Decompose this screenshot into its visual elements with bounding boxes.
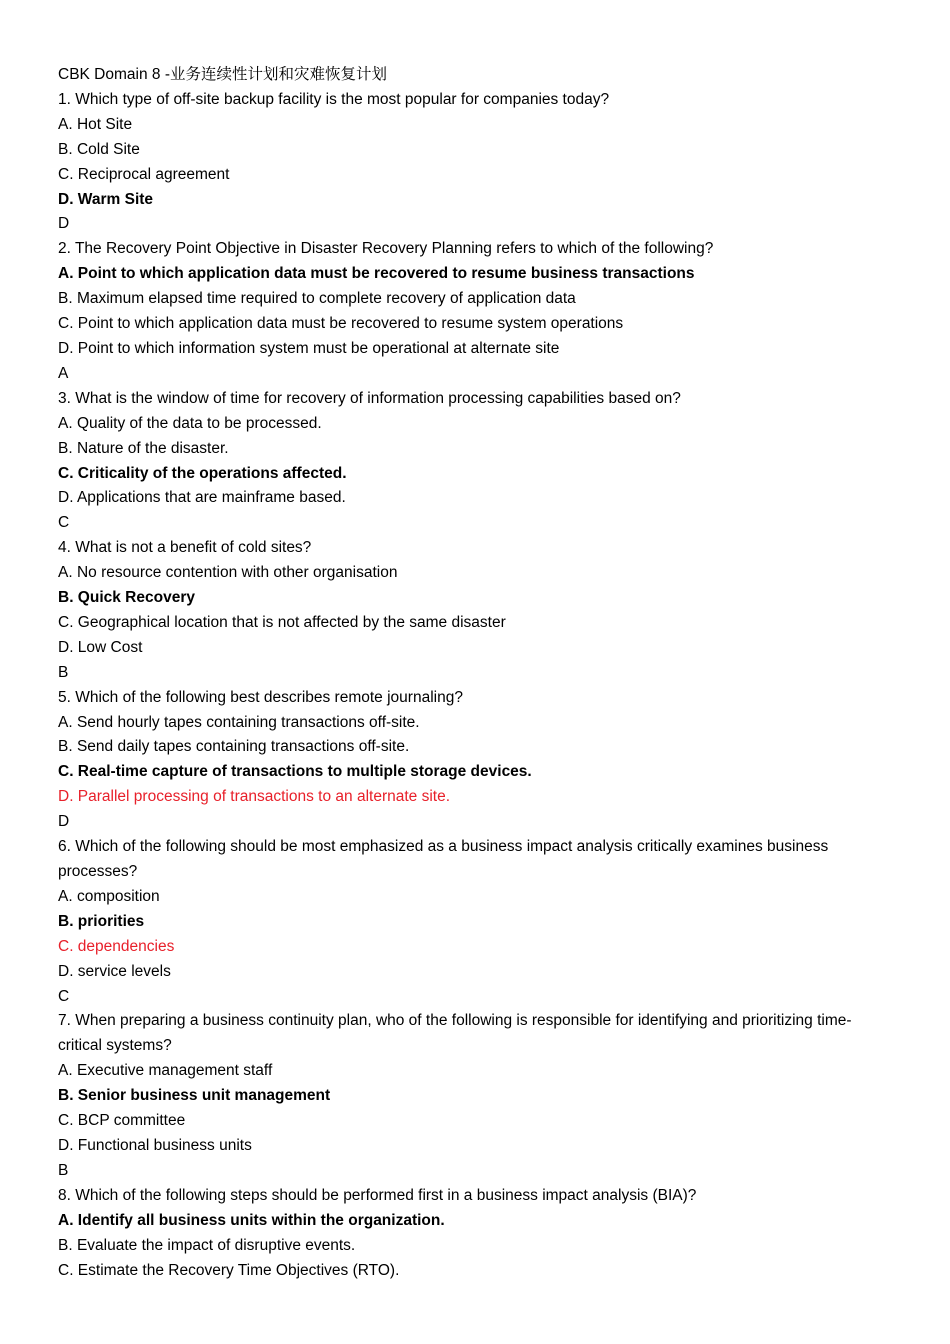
document-title xyxy=(58,62,888,88)
question-text: 2. The Recovery Point Objective in Disaster Recovery Planning refers to which of the following? xyxy=(58,240,714,258)
answer-option: B. Quick Recovery xyxy=(58,589,195,607)
question-text: 8. Which of the following steps should be performed first in a business impact analysis (BIA)? xyxy=(58,1186,697,1204)
answer-option: C. BCP committee xyxy=(58,1112,186,1130)
answer-option: D. Warm Site xyxy=(58,190,154,208)
title-prefix: CBK Domain 8 - xyxy=(58,66,170,83)
correct-answer: A xyxy=(58,364,69,382)
answer-option: A. Quality of the data to be processed. xyxy=(58,414,322,432)
correct-answer: D xyxy=(58,215,70,233)
correct-answer: D xyxy=(58,813,70,831)
question-block xyxy=(58,1009,888,1183)
question-block xyxy=(58,237,888,386)
answer-option: C. dependencies xyxy=(58,937,175,955)
answer-option: A. composition xyxy=(58,887,160,905)
answer-option: C. Real-time capture of transactions to multiple storage devices. xyxy=(58,763,532,781)
answer-option: D. Functional business units xyxy=(58,1136,252,1154)
answer-option: D. Parallel processing of transactions to an alternate site. xyxy=(58,788,451,806)
question-block xyxy=(58,686,888,835)
question-block xyxy=(58,1184,888,1284)
answer-option: C. Estimate the Recovery Time Objectives (RTO). xyxy=(58,1261,400,1279)
question-text: 1. Which type of off-site backup facility is the most popular for companies today? xyxy=(58,90,610,108)
answer-option: A. Send hourly tapes containing transactions off-site. xyxy=(58,713,420,731)
answer-option: D. Low Cost xyxy=(58,638,143,656)
answer-option: C. Reciprocal agreement xyxy=(58,165,230,183)
answer-option: D. Point to which information system must be operational at alternate site xyxy=(58,339,560,357)
answer-option: B. Senior business unit management xyxy=(58,1087,331,1105)
question-block xyxy=(58,835,888,1009)
question-block xyxy=(58,387,888,536)
question-text: 5. Which of the following best describes remote journaling? xyxy=(58,688,463,706)
question-list xyxy=(58,88,888,1284)
correct-answer: C xyxy=(58,514,70,532)
answer-option: B. Maximum elapsed time required to complete recovery of application data xyxy=(58,290,576,308)
answer-option: B. Send daily tapes containing transactions off-site. xyxy=(58,738,410,756)
correct-answer: C xyxy=(58,987,70,1005)
answer-option: A. Hot Site xyxy=(58,115,133,133)
answer-option: D. Applications that are mainframe based. xyxy=(58,489,346,507)
answer-option: A. Executive management staff xyxy=(58,1062,273,1080)
answer-option: B. priorities xyxy=(58,912,145,930)
answer-option: B. Evaluate the impact of disruptive events. xyxy=(58,1236,356,1254)
question-text: 4. What is not a benefit of cold sites? xyxy=(58,539,312,557)
question-block xyxy=(58,536,888,685)
answer-option: C. Criticality of the operations affected. xyxy=(58,464,347,482)
question-text: 6. Which of the following should be most emphasized as a business impact analysis critically examines business processes? xyxy=(58,838,829,880)
answer-option: C. Geographical location that is not affected by the same disaster xyxy=(58,613,506,631)
answer-option: A. Point to which application data must be recovered to resume business transactions xyxy=(58,265,695,283)
answer-option: D. service levels xyxy=(58,962,171,980)
answer-option: C. Point to which application data must be recovered to resume system operations xyxy=(58,315,624,333)
correct-answer: B xyxy=(58,1161,69,1179)
answer-option: B. Cold Site xyxy=(58,140,140,158)
answer-option: A. Identify all business units within the organization. xyxy=(58,1211,445,1229)
correct-answer: B xyxy=(58,663,69,681)
question-block xyxy=(58,88,888,237)
question-text: 3. What is the window of time for recovery of information processing capabilities based on? xyxy=(58,389,681,407)
title-chinese: 业务连续性计划和灾难恢复计划 xyxy=(169,65,387,83)
question-text: 7. When preparing a business continuity plan, who of the following is responsible for identifying and prioritizing time-critical systems? xyxy=(58,1012,852,1055)
answer-option: A. No resource contention with other organisation xyxy=(58,564,398,582)
answer-option: B. Nature of the disaster. xyxy=(58,439,229,457)
document-body xyxy=(58,62,888,1283)
